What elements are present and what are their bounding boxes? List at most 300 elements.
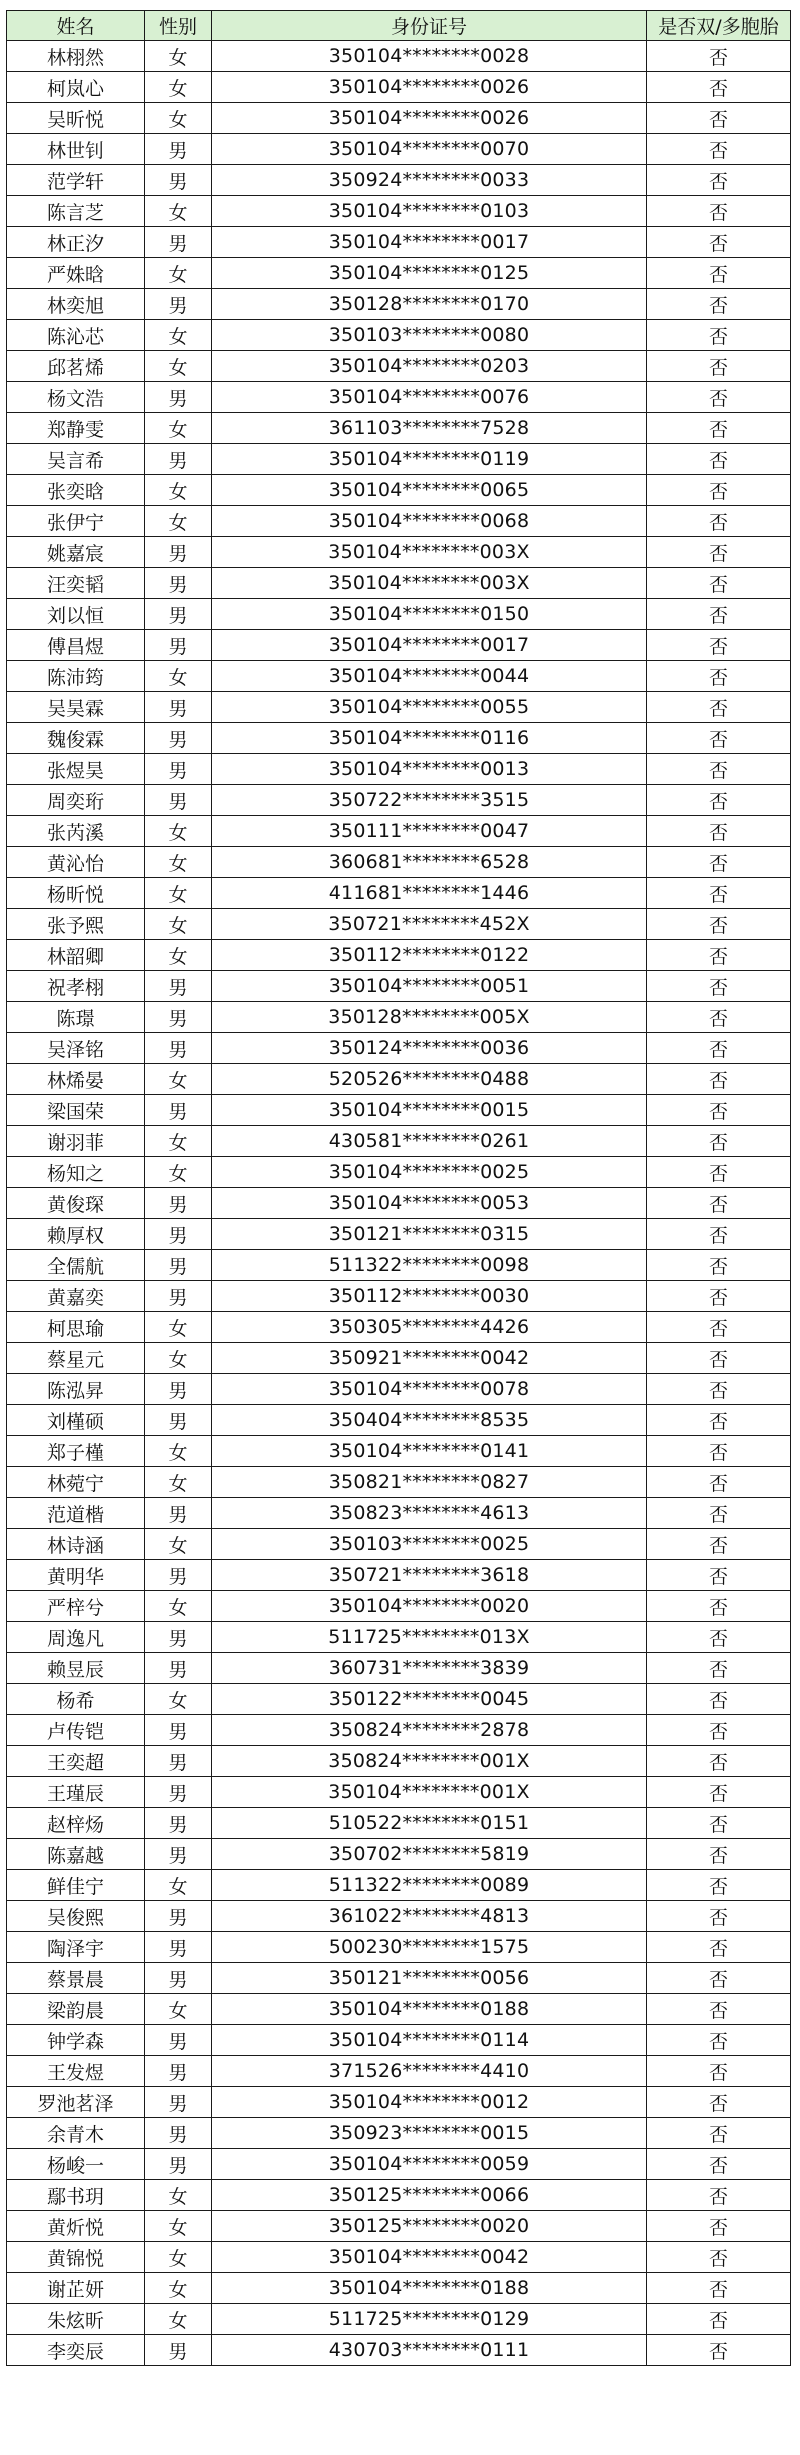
cell-gender: 男 bbox=[145, 1653, 212, 1684]
cell-gender: 女 bbox=[145, 1126, 212, 1157]
cell-twin: 否 bbox=[647, 1901, 791, 1932]
cell-gender: 女 bbox=[145, 72, 212, 103]
table-row bbox=[7, 320, 791, 351]
cell-id: 350104********0070 bbox=[212, 134, 647, 165]
cell-gender: 女 bbox=[145, 506, 212, 537]
cell-name: 张煜昊 bbox=[7, 754, 145, 785]
cell-twin: 否 bbox=[647, 537, 791, 568]
cell-name: 杨文浩 bbox=[7, 382, 145, 413]
cell-name: 吴言希 bbox=[7, 444, 145, 475]
cell-gender: 男 bbox=[145, 568, 212, 599]
table-row bbox=[7, 568, 791, 599]
cell-gender: 女 bbox=[145, 878, 212, 909]
cell-twin: 否 bbox=[647, 72, 791, 103]
cell-name: 林正汐 bbox=[7, 227, 145, 258]
table-row bbox=[7, 2211, 791, 2242]
table-row bbox=[7, 1312, 791, 1343]
cell-name: 邱茗烯 bbox=[7, 351, 145, 382]
cell-twin: 否 bbox=[647, 1994, 791, 2025]
cell-name: 张奕晗 bbox=[7, 475, 145, 506]
cell-twin: 否 bbox=[647, 1591, 791, 1622]
cell-twin: 否 bbox=[647, 2087, 791, 2118]
table-row bbox=[7, 41, 791, 72]
cell-id: 350823********4613 bbox=[212, 1498, 647, 1529]
cell-twin: 否 bbox=[647, 413, 791, 444]
cell-id: 350104********0150 bbox=[212, 599, 647, 630]
cell-id: 411681********1446 bbox=[212, 878, 647, 909]
cell-twin: 否 bbox=[647, 754, 791, 785]
table-row bbox=[7, 630, 791, 661]
table-row bbox=[7, 1932, 791, 1963]
cell-gender: 女 bbox=[145, 2242, 212, 2273]
cell-gender: 男 bbox=[145, 971, 212, 1002]
cell-id: 350104********0017 bbox=[212, 630, 647, 661]
cell-id: 350104********0013 bbox=[212, 754, 647, 785]
cell-name: 林韶卿 bbox=[7, 940, 145, 971]
cell-name: 杨昕悦 bbox=[7, 878, 145, 909]
cell-id: 350104********0078 bbox=[212, 1374, 647, 1405]
header-row bbox=[7, 11, 791, 41]
cell-name: 黄锦悦 bbox=[7, 2242, 145, 2273]
table-row bbox=[7, 506, 791, 537]
cell-gender: 男 bbox=[145, 165, 212, 196]
table-row bbox=[7, 444, 791, 475]
cell-gender: 男 bbox=[145, 2335, 212, 2366]
cell-name: 李奕辰 bbox=[7, 2335, 145, 2366]
cell-id: 511725********0129 bbox=[212, 2304, 647, 2335]
cell-name: 吴昕悦 bbox=[7, 103, 145, 134]
table-row bbox=[7, 1281, 791, 1312]
cell-name: 梁韵晨 bbox=[7, 1994, 145, 2025]
cell-gender: 女 bbox=[145, 1994, 212, 2025]
cell-twin: 否 bbox=[647, 1033, 791, 1064]
cell-gender: 女 bbox=[145, 351, 212, 382]
cell-id: 350104********0028 bbox=[212, 41, 647, 72]
cell-twin: 否 bbox=[647, 1343, 791, 1374]
cell-name: 杨知之 bbox=[7, 1157, 145, 1188]
cell-twin: 否 bbox=[647, 320, 791, 351]
cell-id: 350821********0827 bbox=[212, 1467, 647, 1498]
table-row bbox=[7, 1467, 791, 1498]
cell-id: 350104********0020 bbox=[212, 1591, 647, 1622]
cell-name: 魏俊霖 bbox=[7, 723, 145, 754]
cell-twin: 否 bbox=[647, 258, 791, 289]
cell-name: 汪奕韬 bbox=[7, 568, 145, 599]
cell-twin: 否 bbox=[647, 1126, 791, 1157]
cell-gender: 女 bbox=[145, 1467, 212, 1498]
cell-name: 王瑾辰 bbox=[7, 1777, 145, 1808]
cell-twin: 否 bbox=[647, 1157, 791, 1188]
table-row bbox=[7, 2304, 791, 2335]
cell-twin: 否 bbox=[647, 1684, 791, 1715]
cell-twin: 否 bbox=[647, 1219, 791, 1250]
cell-name: 张芮溪 bbox=[7, 816, 145, 847]
cell-twin: 否 bbox=[647, 382, 791, 413]
cell-gender: 男 bbox=[145, 1808, 212, 1839]
cell-twin: 否 bbox=[647, 2056, 791, 2087]
cell-name: 谢羽菲 bbox=[7, 1126, 145, 1157]
cell-name: 赖厚权 bbox=[7, 1219, 145, 1250]
cell-twin: 否 bbox=[647, 940, 791, 971]
cell-id: 350104********003X bbox=[212, 568, 647, 599]
cell-id: 350128********005X bbox=[212, 1002, 647, 1033]
cell-twin: 否 bbox=[647, 1963, 791, 1994]
cell-name: 黄嘉奕 bbox=[7, 1281, 145, 1312]
table-row bbox=[7, 909, 791, 940]
cell-name: 严姝晗 bbox=[7, 258, 145, 289]
cell-twin: 否 bbox=[647, 289, 791, 320]
cell-name: 黄明华 bbox=[7, 1560, 145, 1591]
table-row bbox=[7, 661, 791, 692]
cell-gender: 男 bbox=[145, 1622, 212, 1653]
header-twin: 是否双/多胞胎 bbox=[647, 11, 791, 41]
cell-gender: 男 bbox=[145, 2025, 212, 2056]
table-row bbox=[7, 692, 791, 723]
cell-id: 350124********0036 bbox=[212, 1033, 647, 1064]
cell-gender: 女 bbox=[145, 1591, 212, 1622]
cell-gender: 女 bbox=[145, 1343, 212, 1374]
cell-twin: 否 bbox=[647, 103, 791, 134]
cell-id: 350923********0015 bbox=[212, 2118, 647, 2149]
cell-id: 350924********0033 bbox=[212, 165, 647, 196]
cell-twin: 否 bbox=[647, 2273, 791, 2304]
table-row bbox=[7, 2242, 791, 2273]
cell-twin: 否 bbox=[647, 1095, 791, 1126]
table-row bbox=[7, 1436, 791, 1467]
table-row bbox=[7, 1622, 791, 1653]
cell-gender: 男 bbox=[145, 785, 212, 816]
table-row bbox=[7, 599, 791, 630]
cell-name: 范学轩 bbox=[7, 165, 145, 196]
cell-name: 张予熙 bbox=[7, 909, 145, 940]
cell-twin: 否 bbox=[647, 816, 791, 847]
table-row bbox=[7, 1157, 791, 1188]
cell-name: 梁国荣 bbox=[7, 1095, 145, 1126]
table-row bbox=[7, 1839, 791, 1870]
cell-name: 卢传铠 bbox=[7, 1715, 145, 1746]
cell-twin: 否 bbox=[647, 2335, 791, 2366]
cell-gender: 男 bbox=[145, 1839, 212, 1870]
cell-twin: 否 bbox=[647, 2304, 791, 2335]
table-row bbox=[7, 2149, 791, 2180]
cell-gender: 女 bbox=[145, 1870, 212, 1901]
cell-gender: 男 bbox=[145, 2118, 212, 2149]
table-row bbox=[7, 72, 791, 103]
cell-gender: 男 bbox=[145, 2149, 212, 2180]
cell-twin: 否 bbox=[647, 1188, 791, 1219]
table-row bbox=[7, 1064, 791, 1095]
cell-name: 王奕超 bbox=[7, 1746, 145, 1777]
table-row bbox=[7, 1498, 791, 1529]
cell-name: 杨峻一 bbox=[7, 2149, 145, 2180]
cell-name: 陈璟 bbox=[7, 1002, 145, 1033]
table-row bbox=[7, 816, 791, 847]
cell-name: 祝孝栩 bbox=[7, 971, 145, 1002]
cell-twin: 否 bbox=[647, 134, 791, 165]
cell-name: 鄢书玥 bbox=[7, 2180, 145, 2211]
cell-gender: 女 bbox=[145, 413, 212, 444]
cell-twin: 否 bbox=[647, 1064, 791, 1095]
table-row bbox=[7, 227, 791, 258]
cell-twin: 否 bbox=[647, 227, 791, 258]
cell-gender: 女 bbox=[145, 1529, 212, 1560]
cell-id: 350104********0141 bbox=[212, 1436, 647, 1467]
cell-twin: 否 bbox=[647, 1405, 791, 1436]
table-row bbox=[7, 2025, 791, 2056]
cell-twin: 否 bbox=[647, 878, 791, 909]
table-row bbox=[7, 1591, 791, 1622]
cell-twin: 否 bbox=[647, 2025, 791, 2056]
cell-name: 陈泓昇 bbox=[7, 1374, 145, 1405]
cell-twin: 否 bbox=[647, 2118, 791, 2149]
table-row bbox=[7, 940, 791, 971]
cell-gender: 男 bbox=[145, 723, 212, 754]
table-row bbox=[7, 1963, 791, 1994]
cell-id: 361022********4813 bbox=[212, 1901, 647, 1932]
cell-gender: 女 bbox=[145, 2180, 212, 2211]
table-row bbox=[7, 103, 791, 134]
table-row bbox=[7, 1219, 791, 1250]
cell-name: 郑静雯 bbox=[7, 413, 145, 444]
cell-twin: 否 bbox=[647, 1932, 791, 1963]
cell-twin: 否 bbox=[647, 692, 791, 723]
cell-id: 350104********0012 bbox=[212, 2087, 647, 2118]
cell-gender: 男 bbox=[145, 2087, 212, 2118]
cell-name: 林菀宁 bbox=[7, 1467, 145, 1498]
cell-name: 林诗涵 bbox=[7, 1529, 145, 1560]
cell-twin: 否 bbox=[647, 506, 791, 537]
cell-twin: 否 bbox=[647, 909, 791, 940]
table-row bbox=[7, 1343, 791, 1374]
cell-twin: 否 bbox=[647, 847, 791, 878]
cell-id: 350702********5819 bbox=[212, 1839, 647, 1870]
cell-name: 黄沁怡 bbox=[7, 847, 145, 878]
cell-name: 王发煜 bbox=[7, 2056, 145, 2087]
cell-twin: 否 bbox=[647, 1002, 791, 1033]
cell-id: 350112********0122 bbox=[212, 940, 647, 971]
cell-gender: 女 bbox=[145, 2211, 212, 2242]
cell-twin: 否 bbox=[647, 475, 791, 506]
table-row bbox=[7, 1002, 791, 1033]
table-row bbox=[7, 382, 791, 413]
cell-id: 350404********8535 bbox=[212, 1405, 647, 1436]
cell-name: 傅昌煜 bbox=[7, 630, 145, 661]
cell-twin: 否 bbox=[647, 2180, 791, 2211]
table-row bbox=[7, 1746, 791, 1777]
cell-id: 360731********3839 bbox=[212, 1653, 647, 1684]
table-row bbox=[7, 1529, 791, 1560]
table-body bbox=[7, 41, 791, 2366]
cell-gender: 女 bbox=[145, 909, 212, 940]
cell-name: 张伊宁 bbox=[7, 506, 145, 537]
cell-twin: 否 bbox=[647, 1374, 791, 1405]
cell-twin: 否 bbox=[647, 2242, 791, 2273]
table-row bbox=[7, 847, 791, 878]
header-id: 身份证号 bbox=[212, 11, 647, 41]
cell-name: 吴昊霖 bbox=[7, 692, 145, 723]
cell-name: 范道楷 bbox=[7, 1498, 145, 1529]
cell-twin: 否 bbox=[647, 568, 791, 599]
cell-twin: 否 bbox=[647, 41, 791, 72]
cell-name: 全儒航 bbox=[7, 1250, 145, 1281]
cell-gender: 男 bbox=[145, 1715, 212, 1746]
table-row bbox=[7, 1126, 791, 1157]
cell-id: 350305********4426 bbox=[212, 1312, 647, 1343]
cell-gender: 女 bbox=[145, 816, 212, 847]
cell-gender: 女 bbox=[145, 1684, 212, 1715]
table-row bbox=[7, 1250, 791, 1281]
cell-twin: 否 bbox=[647, 1498, 791, 1529]
cell-id: 500230********1575 bbox=[212, 1932, 647, 1963]
cell-id: 511725********013X bbox=[212, 1622, 647, 1653]
cell-name: 赵梓炀 bbox=[7, 1808, 145, 1839]
cell-gender: 女 bbox=[145, 320, 212, 351]
cell-gender: 男 bbox=[145, 1746, 212, 1777]
table-row bbox=[7, 1777, 791, 1808]
cell-gender: 男 bbox=[145, 537, 212, 568]
cell-gender: 男 bbox=[145, 1219, 212, 1250]
cell-gender: 女 bbox=[145, 847, 212, 878]
cell-id: 350104********0188 bbox=[212, 2273, 647, 2304]
cell-id: 350104********0026 bbox=[212, 72, 647, 103]
table-row bbox=[7, 971, 791, 1002]
cell-gender: 男 bbox=[145, 382, 212, 413]
cell-twin: 否 bbox=[647, 196, 791, 227]
cell-id: 350104********0125 bbox=[212, 258, 647, 289]
cell-name: 吴俊熙 bbox=[7, 1901, 145, 1932]
cell-name: 陈言芝 bbox=[7, 196, 145, 227]
cell-id: 350721********3618 bbox=[212, 1560, 647, 1591]
cell-gender: 男 bbox=[145, 1932, 212, 1963]
cell-id: 350112********0030 bbox=[212, 1281, 647, 1312]
cell-gender: 男 bbox=[145, 1560, 212, 1591]
cell-gender: 男 bbox=[145, 692, 212, 723]
cell-twin: 否 bbox=[647, 444, 791, 475]
cell-gender: 男 bbox=[145, 1963, 212, 1994]
cell-gender: 男 bbox=[145, 599, 212, 630]
cell-name: 吴泽铭 bbox=[7, 1033, 145, 1064]
cell-twin: 否 bbox=[647, 971, 791, 1002]
cell-name: 陶泽宇 bbox=[7, 1932, 145, 1963]
cell-twin: 否 bbox=[647, 1436, 791, 1467]
table-row bbox=[7, 413, 791, 444]
cell-id: 350104********0025 bbox=[212, 1157, 647, 1188]
table-row bbox=[7, 2056, 791, 2087]
cell-name: 柯思瑜 bbox=[7, 1312, 145, 1343]
cell-gender: 男 bbox=[145, 289, 212, 320]
table-row bbox=[7, 2180, 791, 2211]
cell-name: 刘以恒 bbox=[7, 599, 145, 630]
cell-twin: 否 bbox=[647, 1839, 791, 1870]
cell-id: 350104********0055 bbox=[212, 692, 647, 723]
cell-name: 刘槿硕 bbox=[7, 1405, 145, 1436]
cell-twin: 否 bbox=[647, 785, 791, 816]
table-row bbox=[7, 1870, 791, 1901]
cell-id: 350104********0076 bbox=[212, 382, 647, 413]
cell-id: 350104********003X bbox=[212, 537, 647, 568]
cell-id: 350103********0025 bbox=[212, 1529, 647, 1560]
table-row bbox=[7, 2087, 791, 2118]
cell-name: 黄俊琛 bbox=[7, 1188, 145, 1219]
cell-gender: 男 bbox=[145, 227, 212, 258]
cell-twin: 否 bbox=[647, 1715, 791, 1746]
cell-id: 350104********0068 bbox=[212, 506, 647, 537]
cell-id: 350104********0017 bbox=[212, 227, 647, 258]
table-row bbox=[7, 196, 791, 227]
table-row bbox=[7, 351, 791, 382]
cell-name: 陈沁芯 bbox=[7, 320, 145, 351]
cell-id: 430703********0111 bbox=[212, 2335, 647, 2366]
cell-id: 350104********0188 bbox=[212, 1994, 647, 2025]
cell-id: 350121********0315 bbox=[212, 1219, 647, 1250]
cell-gender: 女 bbox=[145, 258, 212, 289]
table-row bbox=[7, 475, 791, 506]
cell-gender: 男 bbox=[145, 754, 212, 785]
cell-name: 林世钊 bbox=[7, 134, 145, 165]
cell-gender: 男 bbox=[145, 1250, 212, 1281]
cell-gender: 女 bbox=[145, 103, 212, 134]
cell-id: 371526********4410 bbox=[212, 2056, 647, 2087]
cell-gender: 男 bbox=[145, 134, 212, 165]
cell-name: 陈嘉越 bbox=[7, 1839, 145, 1870]
cell-name: 林奕旭 bbox=[7, 289, 145, 320]
cell-id: 350104********001X bbox=[212, 1777, 647, 1808]
cell-gender: 女 bbox=[145, 1064, 212, 1095]
cell-twin: 否 bbox=[647, 1653, 791, 1684]
cell-id: 350104********0203 bbox=[212, 351, 647, 382]
cell-gender: 男 bbox=[145, 1901, 212, 1932]
cell-twin: 否 bbox=[647, 661, 791, 692]
cell-name: 罗池茗泽 bbox=[7, 2087, 145, 2118]
cell-name: 严梓兮 bbox=[7, 1591, 145, 1622]
table-row bbox=[7, 1095, 791, 1126]
roster-sheet bbox=[6, 10, 791, 2366]
header-name: 姓名 bbox=[7, 11, 145, 41]
table-row bbox=[7, 1560, 791, 1591]
cell-gender: 男 bbox=[145, 1188, 212, 1219]
cell-id: 350921********0042 bbox=[212, 1343, 647, 1374]
cell-name: 林栩然 bbox=[7, 41, 145, 72]
cell-gender: 男 bbox=[145, 1095, 212, 1126]
cell-gender: 女 bbox=[145, 475, 212, 506]
cell-gender: 男 bbox=[145, 1033, 212, 1064]
table-row bbox=[7, 165, 791, 196]
cell-gender: 女 bbox=[145, 1312, 212, 1343]
table-row bbox=[7, 1033, 791, 1064]
cell-gender: 女 bbox=[145, 661, 212, 692]
table-row bbox=[7, 1374, 791, 1405]
cell-twin: 否 bbox=[647, 1560, 791, 1591]
table-row bbox=[7, 1188, 791, 1219]
cell-twin: 否 bbox=[647, 165, 791, 196]
cell-twin: 否 bbox=[647, 723, 791, 754]
cell-id: 350721********452X bbox=[212, 909, 647, 940]
cell-gender: 男 bbox=[145, 1777, 212, 1808]
table-row bbox=[7, 785, 791, 816]
cell-id: 511322********0089 bbox=[212, 1870, 647, 1901]
cell-name: 余青木 bbox=[7, 2118, 145, 2149]
cell-twin: 否 bbox=[647, 1250, 791, 1281]
cell-name: 林烯晏 bbox=[7, 1064, 145, 1095]
cell-id: 350104********0119 bbox=[212, 444, 647, 475]
cell-gender: 男 bbox=[145, 1374, 212, 1405]
cell-gender: 男 bbox=[145, 630, 212, 661]
cell-gender: 女 bbox=[145, 940, 212, 971]
cell-id: 350104********0051 bbox=[212, 971, 647, 1002]
table-row bbox=[7, 1994, 791, 2025]
table-row bbox=[7, 134, 791, 165]
cell-id: 361103********7528 bbox=[212, 413, 647, 444]
